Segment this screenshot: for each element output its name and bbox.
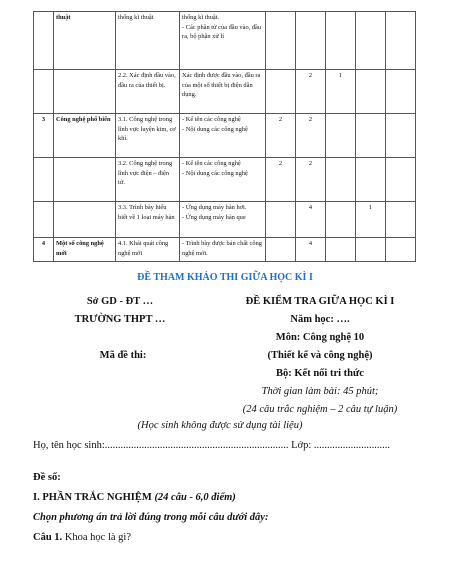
instruction-line: Chọn phương án trả lời đúng trong mỗi câu dưới đây: <box>33 512 269 523</box>
question-1-text: Khoa học là gì? <box>62 532 131 543</box>
subject-branch: (Thiết kế và công nghệ) <box>267 350 373 361</box>
subject: Môn: Công nghệ 10 <box>275 332 365 343</box>
table-cell-c5 <box>386 158 416 202</box>
table-cell-c4 <box>356 158 386 202</box>
table-cell-c2: 2 <box>296 70 326 114</box>
table-row <box>34 114 416 158</box>
no-materials-note: (Học sinh không được sử dụng tài liệu) <box>137 420 303 431</box>
table-cell-stt: 4 <box>34 238 54 262</box>
table-cell-noi-dung: thống kĩ thuật <box>116 12 180 70</box>
table-cell-c4 <box>356 12 386 70</box>
table-cell-noi-dung: 3.1. Công nghệ trong lĩnh vực luyện kim, cơ khí. <box>116 114 180 158</box>
table-cell-c5 <box>386 70 416 114</box>
table-cell-yeu-cau: - Ứng dụng máy hàn hơi. - Ứng dụng máy hàn que <box>180 202 266 238</box>
table-row <box>34 12 416 70</box>
table-cell-c3 <box>326 12 356 70</box>
table-cell-c3 <box>326 238 356 262</box>
time-allowed: Thời gian làm bài: 45 phút; <box>261 386 379 397</box>
table-cell-stt: 3 <box>34 114 54 158</box>
table-cell-chu-de: Một số công nghệ mới <box>54 238 116 262</box>
table-cell-yeu-cau: - Kể tên các công nghệ - Nội dung các công nghệ <box>180 158 266 202</box>
section-1-title: I. PHẦN TRẮC NGHIỆM <box>33 492 155 503</box>
table-cell-stt <box>34 12 54 70</box>
school-name: TRƯỜNG THPT … <box>74 314 166 325</box>
table-row <box>34 202 416 238</box>
table-cell-c3 <box>326 114 356 158</box>
table-cell-c5 <box>386 12 416 70</box>
table-cell-c2: 2 <box>296 114 326 158</box>
textbook-series: Bộ: Kết nối tri thức <box>276 368 364 379</box>
table-cell-c4 <box>356 114 386 158</box>
table-cell-c2: 4 <box>296 202 326 238</box>
table-cell-noi-dung: 4.1. Khái quát công nghệ mới <box>116 238 180 262</box>
table-cell-c1 <box>266 238 296 262</box>
table-cell-c3: 1 <box>326 70 356 114</box>
table-cell-yeu-cau: Xác định được đầu vào, đầu ra của một số thiết bị điện dân dụng. <box>180 70 266 114</box>
student-info-line: Họ, tên học sinh:...................................................................... Lớp: ............................. <box>33 440 390 451</box>
table-cell-noi-dung: 3.3. Trình bày hiểu biết về 1 loại máy hàn <box>116 202 180 238</box>
table-cell-chu-de: thuật <box>54 12 116 70</box>
table-cell-chu-de: Công nghệ phổ biến <box>54 114 116 158</box>
exam-number-label: Đề số: <box>33 472 61 483</box>
section-1-heading <box>33 492 236 503</box>
table-cell-c2 <box>296 12 326 70</box>
table-cell-yeu-cau: thống kĩ thuật. - Các phần tử của đầu vào, đầu ra, bộ phận xử lí <box>180 12 266 70</box>
school-year: Năm học: …. <box>290 314 350 325</box>
table-cell-c1 <box>266 202 296 238</box>
table-row <box>34 70 416 114</box>
table-cell-c5 <box>386 202 416 238</box>
table-cell-c5 <box>386 238 416 262</box>
table-cell-c2: 2 <box>296 158 326 202</box>
question-1 <box>33 532 131 543</box>
table-cell-c1: 2 <box>266 114 296 158</box>
table-cell-c1 <box>266 12 296 70</box>
so-gd: Sở GD - ĐT … <box>86 296 154 307</box>
table-row <box>34 238 416 262</box>
question-count: (24 câu trắc nghiệm – 2 câu tự luận) <box>242 404 398 415</box>
table-row <box>34 158 416 202</box>
table-cell-chu-de <box>54 70 116 114</box>
table-cell-yeu-cau: - Kể tên các công nghệ - Nội dung các công nghệ <box>180 114 266 158</box>
exam-title: ĐỀ KIỂM TRA GIỮA HỌC KÌ I <box>245 296 395 307</box>
table-cell-noi-dung: 2.2. Xác định đầu vào, đầu ra của thiết bị. <box>116 70 180 114</box>
table-cell-c4 <box>356 238 386 262</box>
table-cell-chu-de <box>54 202 116 238</box>
exam-code-label: Mã đề thi: <box>99 350 147 361</box>
table-cell-c3 <box>326 158 356 202</box>
table-cell-noi-dung: 3.2. Công nghệ trong lĩnh vực điện – điện tử. <box>116 158 180 202</box>
table-cell-c4 <box>356 70 386 114</box>
table-cell-c4: 1 <box>356 202 386 238</box>
table-cell-yeu-cau: - Trình bày được bản chất công nghệ mới. <box>180 238 266 262</box>
table-cell-stt <box>34 70 54 114</box>
table-cell-c1 <box>266 70 296 114</box>
table-cell-c1: 2 <box>266 158 296 202</box>
question-1-label: Câu 1. <box>33 532 63 543</box>
table-cell-c3 <box>326 202 356 238</box>
table-cell-c2: 4 <box>296 238 326 262</box>
table-cell-stt <box>34 202 54 238</box>
table-cell-stt <box>34 158 54 202</box>
doc-heading: ĐỀ THAM KHẢO THI GIỮA HỌC KÌ I <box>137 272 313 283</box>
matrix-table <box>33 11 416 262</box>
section-1-score: (24 câu - 6,0 điểm) <box>154 492 236 503</box>
table-cell-chu-de <box>54 158 116 202</box>
table-cell-c5 <box>386 114 416 158</box>
